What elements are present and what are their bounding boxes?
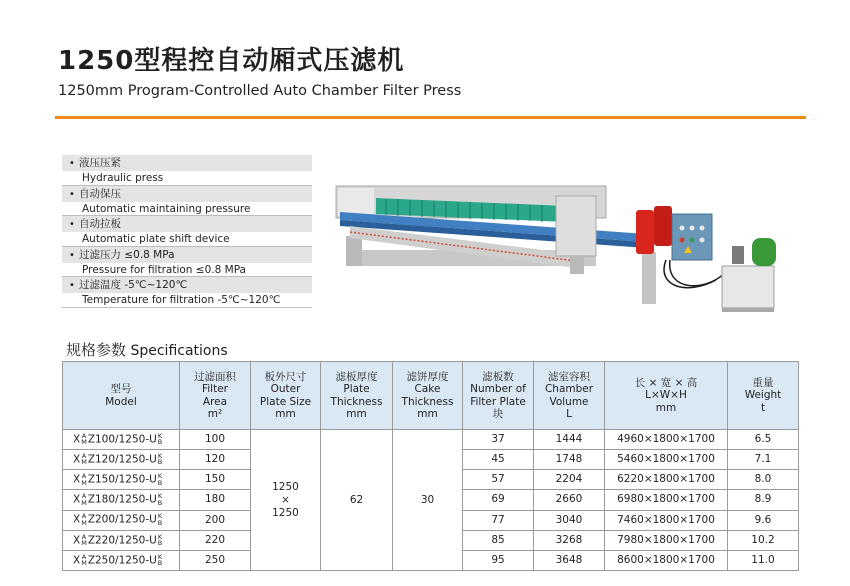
model-variant-ab	[81, 513, 87, 526]
page-title: 1250型程控自动厢式压滤机	[58, 46, 405, 76]
model-variant-bottom: B	[157, 559, 163, 568]
model-code: Z120/1250	[87, 453, 146, 466]
hydraulic-cylinder	[636, 210, 654, 254]
model-variant-top: A	[81, 472, 87, 481]
model-variant-ab	[81, 493, 87, 506]
column-header-line: mm	[417, 408, 438, 420]
feature-item	[62, 186, 312, 217]
hydraulic-cylinder-2	[654, 206, 672, 246]
weight-cell: 8.0	[728, 470, 799, 490]
model-variant-ab	[81, 534, 87, 547]
filter-area-cell: 150	[180, 470, 251, 490]
column-header-line: Thickness	[401, 395, 454, 408]
weight-cell: 6.5	[728, 430, 799, 450]
model-cell	[63, 550, 180, 570]
bullet-icon: •	[69, 158, 75, 169]
column-header-line: Chamber	[544, 383, 594, 395]
column-header-line: 滤板厚度	[335, 370, 378, 383]
dimensions-cell: 6220×1800×1700	[605, 470, 728, 490]
chamber-volume-cell: 2660	[534, 490, 605, 510]
model-suffix: -U	[145, 433, 157, 446]
page-subtitle: 1250mm Program-Controlled Auto Chamber Filter Press	[58, 83, 462, 99]
model-variant-bottom: M	[81, 518, 87, 527]
column-header-line: 板外尺寸	[264, 370, 307, 383]
model-variant-ab	[81, 433, 87, 446]
feature-cn-label: 过滤压力 ≤0.8 MPa	[79, 248, 175, 261]
machine-leg-mid	[570, 256, 584, 274]
specs-title-cn: 规格参数	[66, 341, 127, 359]
plate-size-line: 1250	[272, 506, 299, 519]
plate-count-cell: 69	[463, 490, 534, 510]
column-header-line: mm	[275, 408, 296, 420]
model-variant-kb	[158, 513, 162, 526]
feature-cn-label: 自动拉板	[79, 218, 121, 231]
feature-en-label: Automatic plate shift device	[62, 232, 312, 247]
model-code: Z150/1250	[87, 473, 146, 486]
model-variant-top: A	[81, 451, 87, 460]
filter-area-cell: 120	[180, 450, 251, 470]
column-header-line: L×W×H	[645, 389, 687, 402]
feature-cn	[62, 247, 312, 263]
specs-title	[66, 339, 228, 360]
weight-cell: 11.0	[728, 550, 799, 570]
model-variant-top: K	[157, 512, 163, 521]
model-prefix: X	[73, 493, 81, 506]
feature-cn-label: 过滤温度 -5℃~120℃	[79, 279, 188, 292]
feature-item	[62, 277, 312, 308]
column-header-line: Area	[202, 395, 228, 408]
feature-cn	[62, 277, 312, 293]
filter-press-image	[326, 176, 782, 322]
plate-count-cell: 77	[463, 510, 534, 530]
model-variant-bottom: M	[81, 458, 87, 467]
chamber-volume-cell: 3040	[534, 510, 605, 530]
model-variant-bottom: M	[81, 559, 87, 568]
hydraulic-station	[722, 266, 774, 308]
chamber-volume-cell: 3268	[534, 530, 605, 550]
feature-list	[62, 155, 312, 308]
feature-item	[62, 247, 312, 278]
chamber-volume-cell: 3648	[534, 550, 605, 570]
chamber-volume-cell: 1444	[534, 430, 605, 450]
column-header-line: Cake	[414, 383, 441, 395]
model-prefix: X	[73, 433, 81, 446]
hydraulic-motor	[752, 238, 776, 266]
table-header-row	[63, 362, 799, 430]
column-header-line: Weight	[744, 389, 782, 402]
feature-item	[62, 216, 312, 247]
specs-table	[62, 361, 799, 571]
column-header-line: 重量	[752, 376, 774, 389]
model-cell	[63, 430, 180, 450]
feature-en-label: Pressure for filtration ≤0.8 MPa	[62, 263, 312, 278]
model-code: Z250/1250	[87, 554, 146, 567]
model-variant-top: A	[81, 512, 87, 521]
plate-count-cell: 85	[463, 530, 534, 550]
weight-cell: 8.9	[728, 490, 799, 510]
plate-size-line: ×	[281, 493, 290, 506]
model-prefix: X	[73, 453, 81, 466]
model-variant-top: A	[81, 552, 87, 561]
column-header	[321, 362, 393, 430]
model-variant-top: K	[157, 492, 163, 501]
model-code: Z100/1250	[87, 433, 146, 446]
dimensions-cell: 4960×1800×1700	[605, 430, 728, 450]
column-header-line: mm	[346, 408, 367, 420]
model-variant-bottom: B	[157, 458, 163, 467]
column-header	[605, 362, 728, 430]
model-variant-bottom: B	[157, 478, 163, 487]
control-box	[672, 214, 712, 260]
model-variant-bottom: B	[157, 518, 163, 527]
model-variant-top: A	[81, 532, 87, 541]
title-divider	[55, 116, 806, 119]
model-suffix: -U	[145, 493, 157, 506]
model-variant-bottom: M	[81, 498, 87, 507]
column-header	[251, 362, 321, 430]
dimensions-cell: 7460×1800×1700	[605, 510, 728, 530]
column-header-line: 型号	[110, 383, 132, 395]
model-variant-bottom: B	[157, 539, 163, 548]
model-variant-top: K	[157, 532, 163, 541]
column-header-line: Model	[105, 395, 137, 408]
bullet-icon: •	[69, 249, 75, 261]
plate-count-cell: 95	[463, 550, 534, 570]
column-header-line: 过滤面积	[194, 370, 236, 383]
column-header	[728, 362, 799, 430]
weight-cell: 7.1	[728, 450, 799, 470]
model-prefix: X	[73, 473, 81, 486]
column-header	[180, 362, 251, 430]
chamber-volume-cell: 2204	[534, 470, 605, 490]
column-header-line: mm	[655, 401, 677, 414]
model-prefix: X	[73, 554, 81, 567]
bullet-icon: •	[69, 188, 75, 200]
model-code: Z200/1250	[87, 513, 146, 526]
column-header-line: 块	[492, 408, 504, 420]
model-variant-top: K	[157, 472, 163, 481]
model-variant-top: A	[81, 431, 87, 440]
model-variant-top: K	[157, 552, 163, 561]
weight-cell: 10.2	[728, 530, 799, 550]
dimensions-cell: 7980×1800×1700	[605, 530, 728, 550]
model-variant-ab	[81, 473, 87, 486]
chamber-volume-cell: 1748	[534, 450, 605, 470]
column-header-line: 滤饼厚度	[406, 370, 449, 383]
model-variant-top: K	[157, 431, 163, 440]
column-header	[393, 362, 463, 430]
model-suffix: -U	[145, 534, 157, 547]
column-header-line: Plate Size	[259, 395, 312, 408]
feature-item	[62, 155, 312, 186]
column-header-line: 滤室容积	[548, 370, 590, 383]
dimensions-cell: 5460×1800×1700	[605, 450, 728, 470]
feature-en-label: Hydraulic press	[62, 171, 312, 186]
dimensions-cell: 8600×1800×1700	[605, 550, 728, 570]
model-variant-ab	[81, 554, 87, 567]
filter-area-cell: 100	[180, 430, 251, 450]
column-header	[463, 362, 534, 430]
feature-en-label: Automatic maintaining pressure	[62, 202, 312, 217]
plate-size-line: 1250	[272, 480, 299, 493]
column-header-line: 滤板数	[482, 370, 514, 383]
column-header-line: m²	[207, 408, 223, 420]
filter-area-cell: 200	[180, 510, 251, 530]
model-prefix: X	[73, 534, 81, 547]
machine-leg-right	[642, 252, 656, 304]
machine-leg-left	[346, 236, 362, 266]
model-variant-kb	[158, 453, 162, 466]
model-variant-kb	[158, 534, 162, 547]
filter-area-cell: 180	[180, 490, 251, 510]
filter-area-cell: 220	[180, 530, 251, 550]
specs-title-en: Specifications	[130, 343, 228, 359]
column-header	[63, 362, 180, 430]
model-code: Z180/1250	[87, 493, 146, 506]
model-code: Z220/1250	[87, 534, 146, 547]
table-row	[63, 430, 799, 450]
model-cell	[63, 470, 180, 490]
feature-en-label: Temperature for filtration -5℃~120℃	[62, 293, 312, 308]
model-cell	[63, 530, 180, 550]
model-variant-bottom: M	[81, 539, 87, 548]
bullet-icon: •	[69, 219, 75, 231]
model-variant-ab	[81, 453, 87, 466]
column-header-line: Number of	[470, 383, 526, 395]
model-variant-kb	[158, 473, 162, 486]
model-variant-kb	[158, 433, 162, 446]
column-header-line: Plate	[343, 383, 370, 395]
column-header-line: Filter	[201, 383, 228, 395]
feature-cn-label: 自动保压	[79, 187, 121, 200]
column-header	[534, 362, 605, 430]
dimensions-cell: 6980×1800×1700	[605, 490, 728, 510]
plate-count-cell: 57	[463, 470, 534, 490]
model-cell	[63, 510, 180, 530]
model-variant-top: K	[157, 451, 163, 460]
cake-thickness-cell: 30	[393, 430, 463, 571]
model-variant-bottom: M	[81, 478, 87, 487]
model-cell	[63, 450, 180, 470]
plate-size-cell	[251, 430, 321, 571]
machine-head-plate	[338, 188, 374, 216]
feature-cn	[62, 155, 312, 171]
model-variant-kb	[158, 493, 162, 506]
weight-cell: 9.6	[728, 510, 799, 530]
column-header-line: Filter Plate	[470, 395, 526, 408]
bullet-icon: •	[69, 280, 75, 292]
model-suffix: -U	[145, 453, 157, 466]
plate-count-cell: 37	[463, 430, 534, 450]
model-variant-bottom: B	[157, 438, 163, 447]
column-header-line: Outer	[270, 383, 301, 395]
tail-frame	[556, 196, 596, 256]
model-variant-kb	[158, 554, 162, 567]
model-cell	[63, 490, 180, 510]
feature-cn-label: 液压压紧	[79, 157, 121, 169]
column-header-line: 长 × 宽 × 高	[634, 376, 698, 389]
feature-cn	[62, 186, 312, 202]
filter-area-cell: 250	[180, 550, 251, 570]
column-header-line: Thickness	[330, 395, 383, 408]
model-variant-top: A	[81, 492, 87, 501]
model-suffix: -U	[145, 554, 157, 567]
column-header-line: L	[566, 408, 572, 420]
column-header-line: Volume	[549, 395, 589, 408]
model-suffix: -U	[145, 473, 157, 486]
model-variant-bottom: M	[81, 438, 87, 447]
plate-count-cell: 45	[463, 450, 534, 470]
column-header-line: t	[760, 401, 766, 414]
model-suffix: -U	[145, 513, 157, 526]
model-prefix: X	[73, 513, 81, 526]
plate-thickness-cell: 62	[321, 430, 393, 571]
model-variant-bottom: B	[157, 498, 163, 507]
feature-cn	[62, 216, 312, 232]
